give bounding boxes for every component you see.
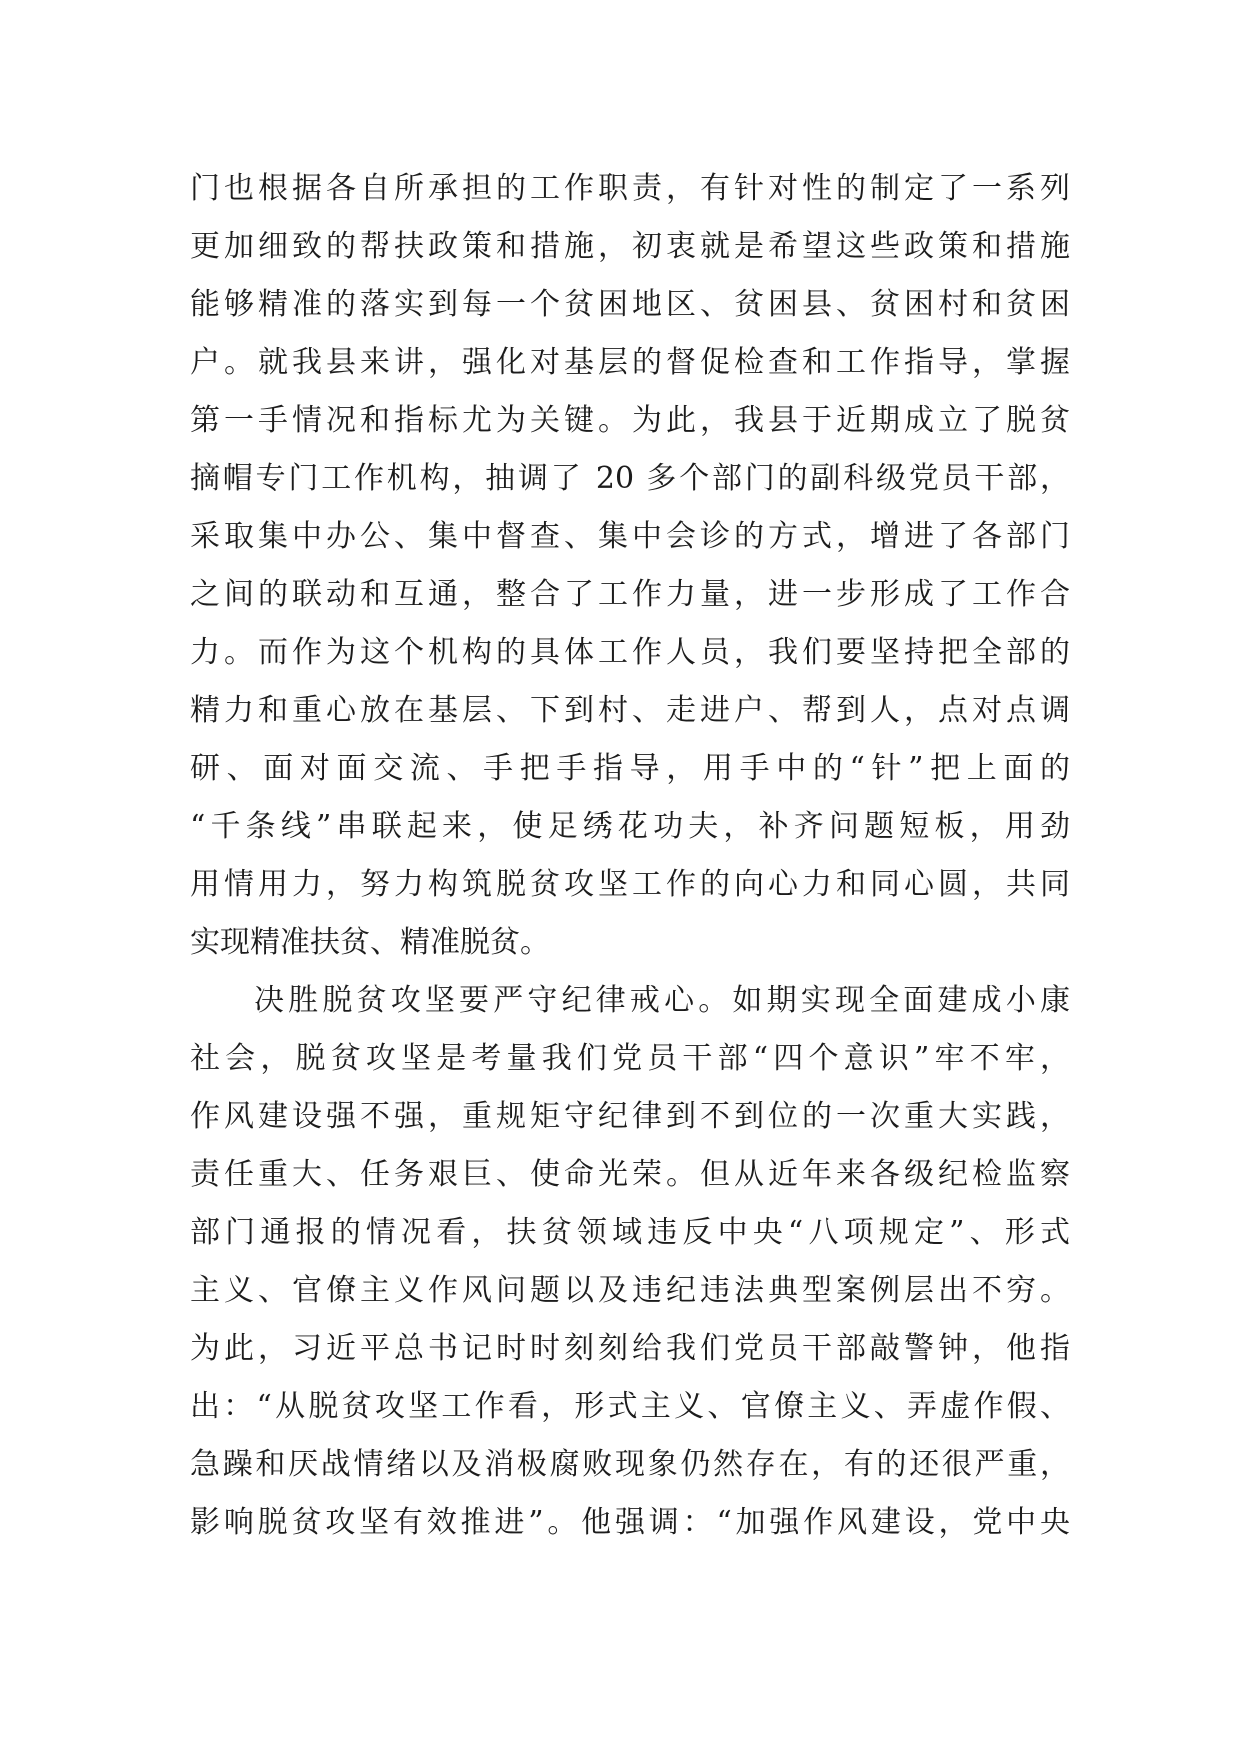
text-line: 第一手情况和指标尤为关键。为此，我县于近期成立了脱贫 bbox=[190, 403, 1070, 438]
text-line: 研、面对面交流、手把手指导，用手中的“针”把上面的 bbox=[190, 751, 1070, 786]
paragraph bbox=[190, 972, 1070, 1552]
text-line: 部门通报的情况看，扶贫领域违反中央“八项规定”、形式 bbox=[190, 1215, 1070, 1250]
text-line: 出：“从脱贫攻坚工作看，形式主义、官僚主义、弄虚作假、 bbox=[190, 1389, 1070, 1424]
text-line: 精力和重心放在基层、下到村、走进户、帮到人，点对点调 bbox=[190, 693, 1070, 728]
text-line: 力。而作为这个机构的具体工作人员，我们要坚持把全部的 bbox=[190, 635, 1070, 670]
text-line: 急躁和厌战情绪以及消极腐败现象仍然存在，有的还很严重， bbox=[190, 1447, 1070, 1482]
text-line: 社会，脱贫攻坚是考量我们党员干部“四个意识”牢不牢， bbox=[190, 1041, 1070, 1076]
text-line: 户。就我县来讲，强化对基层的督促检查和工作指导，掌握 bbox=[190, 345, 1070, 380]
text-line: 用情用力，努力构筑脱贫攻坚工作的向心力和同心圆，共同 bbox=[190, 867, 1070, 902]
text-line: 作风建设强不强，重规矩守纪律到不到位的一次重大实践， bbox=[190, 1099, 1070, 1134]
body-text bbox=[190, 160, 1070, 1552]
text-line: 采取集中办公、集中督查、集中会诊的方式，增进了各部门 bbox=[190, 519, 1070, 554]
text-line: 影响脱贫攻坚有效推进”。他强调：“加强作风建设，党中央 bbox=[190, 1505, 1070, 1540]
text-line: 门也根据各自所承担的工作职责，有针对性的制定了一系列 bbox=[190, 171, 1070, 206]
text-line: 责任重大、任务艰巨、使命光荣。但从近年来各级纪检监察 bbox=[190, 1157, 1070, 1192]
text-line: 为此，习近平总书记时时刻刻给我们党员干部敲警钟，他指 bbox=[190, 1331, 1070, 1366]
text-line: 更加细致的帮扶政策和措施，初衷就是希望这些政策和措施 bbox=[190, 229, 1070, 264]
paragraph bbox=[190, 160, 1070, 972]
text-line: 决胜脱贫攻坚要严守纪律戒心。如期实现全面建成小康 bbox=[254, 983, 1070, 1018]
text-line: 实现精准扶贫、精准脱贫。 bbox=[190, 925, 550, 960]
text-line: 能够精准的落实到每一个贫困地区、贫困县、贫困村和贫困 bbox=[190, 287, 1070, 322]
text-line: 之间的联动和互通，整合了工作力量，进一步形成了工作合 bbox=[190, 577, 1070, 612]
text-line: 摘帽专门工作机构，抽调了 20 多个部门的副科级党员干部， bbox=[190, 461, 1070, 496]
text-line: “千条线”串联起来，使足绣花功夫，补齐问题短板，用劲 bbox=[190, 809, 1070, 844]
text-line: 主义、官僚主义作风问题以及违纪违法典型案例层出不穷。 bbox=[190, 1273, 1070, 1308]
